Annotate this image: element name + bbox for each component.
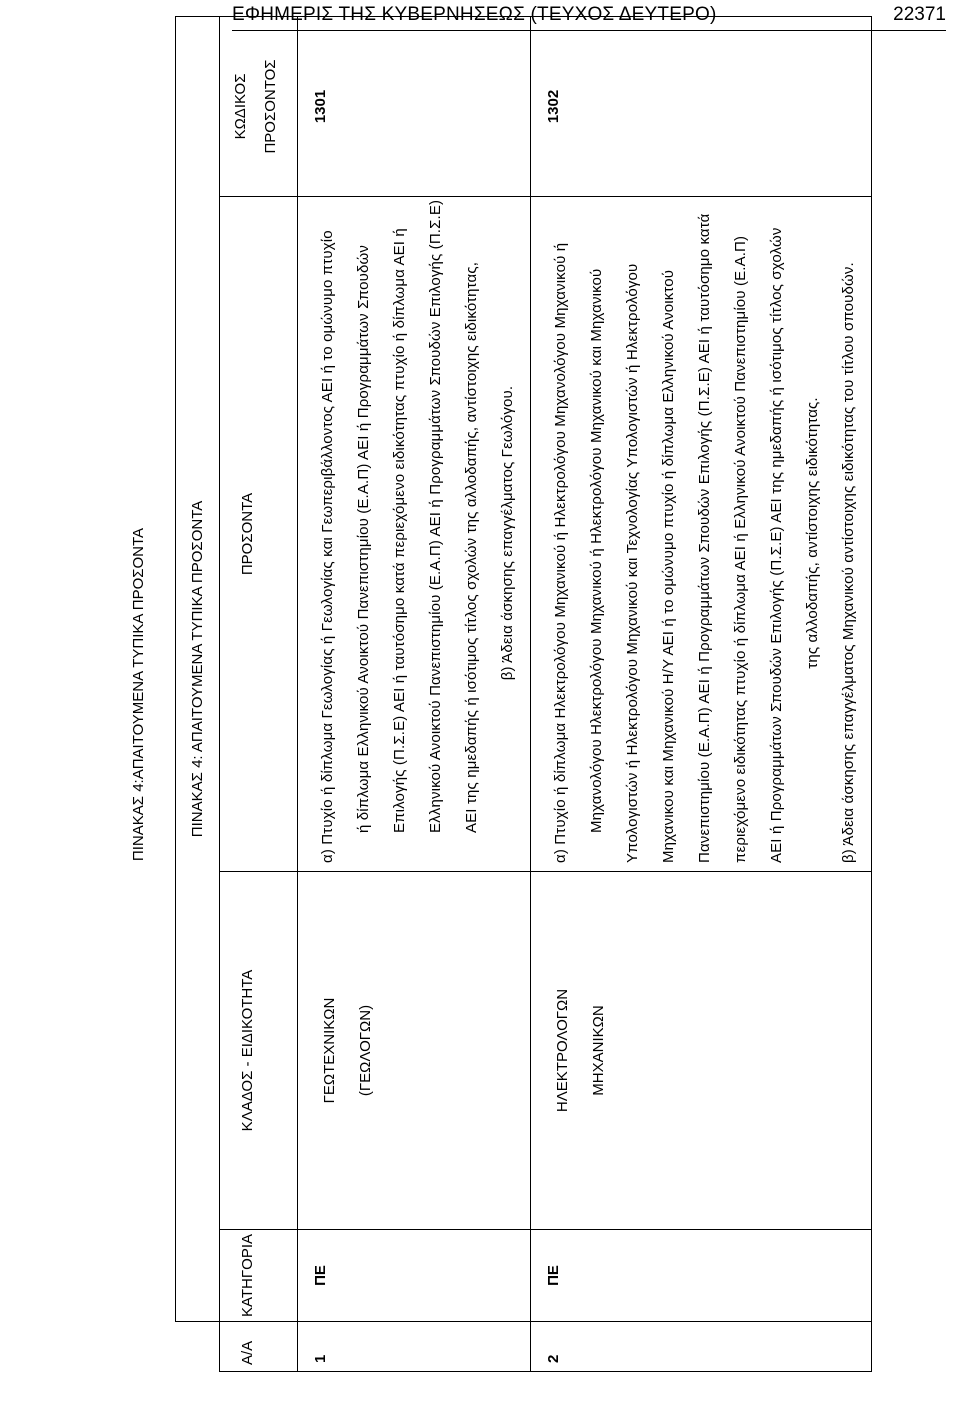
qualification-line: περιεχόμενο ειδικότητας πτυχίο ή δίπλωμα ΑΕΙ ή Ελληνικού Ανοικτού Πανεπιστημίου (Ε.Α.Π) [732, 235, 749, 863]
qualification-line: β) Άδεια άσκησης επαγγέλματος Μηχανικού αντίστοιχης ειδικότητας του τίτλου σπουδών. [840, 262, 857, 863]
table-row [298, 16, 531, 1371]
column-header-category: ΚΑΤΗΓΟΡΙΑ [220, 1230, 298, 1322]
row-branch [298, 872, 531, 1230]
row-category: ΠΕ [298, 1230, 531, 1322]
qualification-line: α) Πτυχίο ή δίπλωμα Γεωλογίας ή Γεωλογίας και Γεωπεριβάλλοντος ΑΕΙ ή το ομώνυμο πτυχίο [319, 230, 336, 863]
column-header-branch: ΚΛΑΔΟΣ - ΕΙΔΙΚΟΤΗΤΑ [220, 872, 298, 1230]
qualification-line: α) Πτυχίο ή δίπλωμα Ηλεκτρολόγου Μηχανικού ή Ηλεκτρολόγου Μηχανολόγου Μηχανικού ή [552, 242, 569, 863]
branch-line: ΓΕΩΤΕΧΝΙΚΩΝ [321, 997, 338, 1104]
column-header-code [220, 16, 298, 196]
qualification-line: Μηχανικου και Μηχανικού Η/Υ ΑΕΙ ή το ομώνυμο πτυχίο ή δίπλωμα Ελληνικού Ανοικτού [660, 269, 677, 863]
table-title: ΠΙΝΑΚΑΣ 4: ΑΠΑΙΤΟΥΜΕΝΑ ΤΥΠΙΚΑ ΠΡΟΣΟΝΤΑ [176, 16, 220, 1321]
qualification-line: της αλλοδαπής, αντίστοιχης ειδικότητας. [804, 397, 821, 669]
row-code: 1302 [531, 16, 872, 196]
document-title: ΠΙΝΑΚΑΣ 4:ΑΠΑΙΤΟΥΜΕΝΑ ΤΥΠΙΚΑ ΠΡΟΣΟΝΤΑ [130, 527, 147, 862]
qualification-line: ή δίπλωμα Ελληνικού Ανοικτού Πανεπιστημίου (Ε.Α.Π) ΑΕΙ ή Προγραμμάτων Σπουδών [355, 245, 372, 833]
qualification-line: Ελληνικού Ανοικτού Πανεπιστημίου (Ε.Α.Π) ΑΕΙ ή Προγραμμάτων Σπουδών Επιλογής (Π.Σ.Ε) [427, 199, 444, 833]
gazette-title: ΕΦΗΜΕΡΙΣ ΤΗΣ ΚΥΒΕΡΝΗΣΕΩΣ (ΤΕΥΧΟΣ ΔΕΥΤΕΡΟ) [232, 4, 717, 25]
qualification-line: ΑΕΙ ή Προγραμμάτων Σπουδών Επιλογής (Π.Σ.Ε) ΑΕΙ της ημεδαπής ή ισότιμος τίτλος σχολών [768, 227, 785, 863]
column-header-aa: Α/Α [220, 1322, 298, 1372]
qualifications-table [175, 16, 872, 1372]
column-header-qualifications: ΠΡΟΣΟΝΤΑ [220, 197, 298, 872]
branch-line: ΜΗΧΑΝΙΚΩΝ [590, 1005, 607, 1096]
qualification-line: ΑΕΙ της ημεδαπής ή ισότιμος τίτλος σχολών της αλλοδαπής, αντίστοιχης ειδικότητας, [463, 261, 480, 833]
branch-line: (ΓΕΩΛΟΓΩΝ) [357, 1004, 374, 1097]
column-header-code-line1: ΚΩΔΙΚΟΣ [232, 73, 249, 140]
rotated-document [130, 17, 857, 1372]
qualification-line: Επιλογής (Π.Σ.Ε) ΑΕΙ ή ταυτόσημο κατά περιεχόμενο ειδικότητας πτυχίο ή δίπλωμα ΑΕΙ ή [391, 228, 408, 833]
column-header-code-line2: ΠΡΟΣΟΝΤΟΣ [262, 59, 279, 154]
table-row [531, 16, 872, 1371]
row-number: 1 [298, 1322, 531, 1372]
row-category: ΠΕ [531, 1230, 872, 1322]
table-corner-blank [176, 1322, 220, 1372]
qualification-line: Υπολογιστών ή Ηλεκτρολόγου Μηχανικού και Τεχνολογίας Υπολογιστών ή Ηλεκτρολόγου [624, 263, 641, 863]
row-qualifications [298, 197, 531, 872]
row-branch [531, 872, 872, 1230]
page-number: 22371 [893, 4, 946, 25]
qualification-line: Πανεπιστημίου (Ε.Α.Π) ΑΕΙ ή Προγραμμάτων Σπουδών Επιλογής (Π.Σ.Ε) ΑΕΙ ή ταυτόσημο κατά [696, 213, 713, 863]
qualification-line: β) Άδεια άσκησης επαγγέλματος Γεωλόγου. [499, 385, 516, 681]
row-code: 1301 [298, 16, 531, 196]
branch-line: ΗΛΕΚΤΡΟΛΟΓΩΝ [554, 988, 571, 1113]
qualification-line: Μηχανολόγου Ηλεκτρολόγου Μηχανικού ή Ηλεκτρολόγου Μηχανικού και Μηχανικού [588, 268, 605, 833]
row-qualifications [531, 197, 872, 872]
row-number: 2 [531, 1322, 872, 1372]
